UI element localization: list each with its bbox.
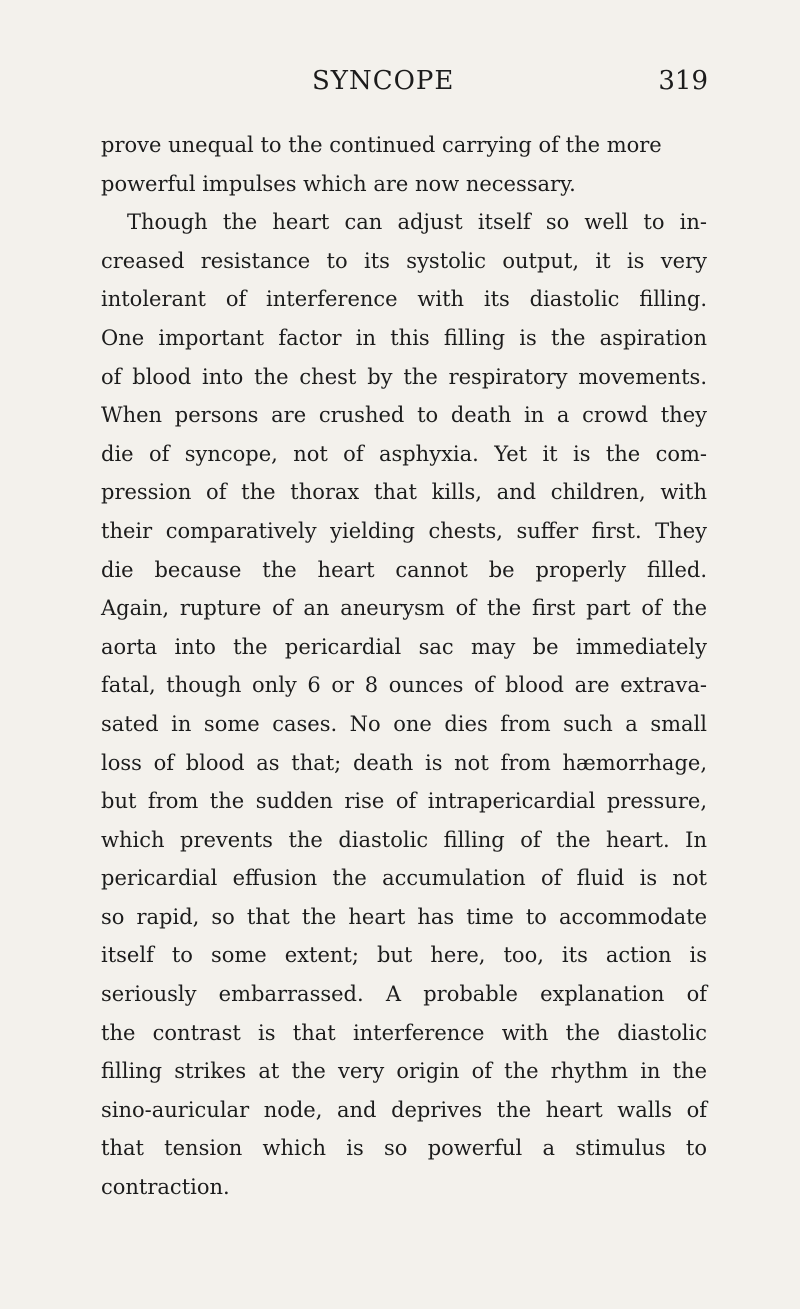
text-line: pression of the thorax that kills, and children, with xyxy=(101,480,707,505)
text-line: aorta into the pericardial sac may be immediately xyxy=(101,634,707,659)
text-line: seriously embarrassed. A probable explanation of xyxy=(101,982,707,1007)
text-line: die of syncope, not of asphyxia. Yet it is the com- xyxy=(101,441,707,466)
text-line: that tension which is so powerful a stimulus to xyxy=(101,1136,707,1161)
body-text xyxy=(101,126,707,1207)
page-number: 319 xyxy=(658,66,708,96)
text-line: Though the heart can adjust itself so well to in- xyxy=(127,210,707,235)
text-line: loss of blood as that; death is not from hæmorrhage, xyxy=(101,750,707,775)
text-line: sino-auricular node, and deprives the heart walls of xyxy=(101,1097,707,1122)
text-line: filling strikes at the very origin of the rhythm in the xyxy=(101,1059,707,1084)
text-line: fatal, though only 6 or 8 ounces of blood are extrava- xyxy=(101,673,707,698)
text-line: contraction. xyxy=(101,1175,230,1200)
text-line: powerful impulses which are now necessary. xyxy=(101,171,576,196)
text-line: intolerant of interference with its diastolic filling. xyxy=(101,287,707,312)
text-line: itself to some extent; but here, too, its action is xyxy=(101,943,707,968)
text-line: When persons are crushed to death in a crowd they xyxy=(101,403,707,428)
text-line: pericardial effusion the accumulation of fluid is not xyxy=(101,866,707,891)
text-line: of blood into the chest by the respiratory movements. xyxy=(101,364,707,389)
text-line: Again, rupture of an aneurysm of the first part of the xyxy=(101,596,707,621)
text-line: their comparatively yielding chests, suffer first. They xyxy=(101,518,707,543)
text-line: which prevents the diastolic filling of the heart. In xyxy=(101,827,707,852)
running-head xyxy=(0,66,800,106)
text-line: die because the heart cannot be properly filled. xyxy=(101,557,707,582)
text-line: but from the sudden rise of intrapericardial pressure, xyxy=(101,789,707,814)
running-title: SYNCOPE xyxy=(312,66,455,96)
text-line: the contrast is that interference with the diastolic xyxy=(101,1020,707,1045)
text-line: sated in some cases. No one dies from such a small xyxy=(101,711,707,736)
text-line: so rapid, so that the heart has time to accommodate xyxy=(101,904,707,929)
text-line: One important factor in this filling is the aspiration xyxy=(101,325,707,350)
text-line: prove unequal to the continued carrying of the more xyxy=(101,133,662,157)
text-line: creased resistance to its systolic output, it is very xyxy=(101,248,707,273)
